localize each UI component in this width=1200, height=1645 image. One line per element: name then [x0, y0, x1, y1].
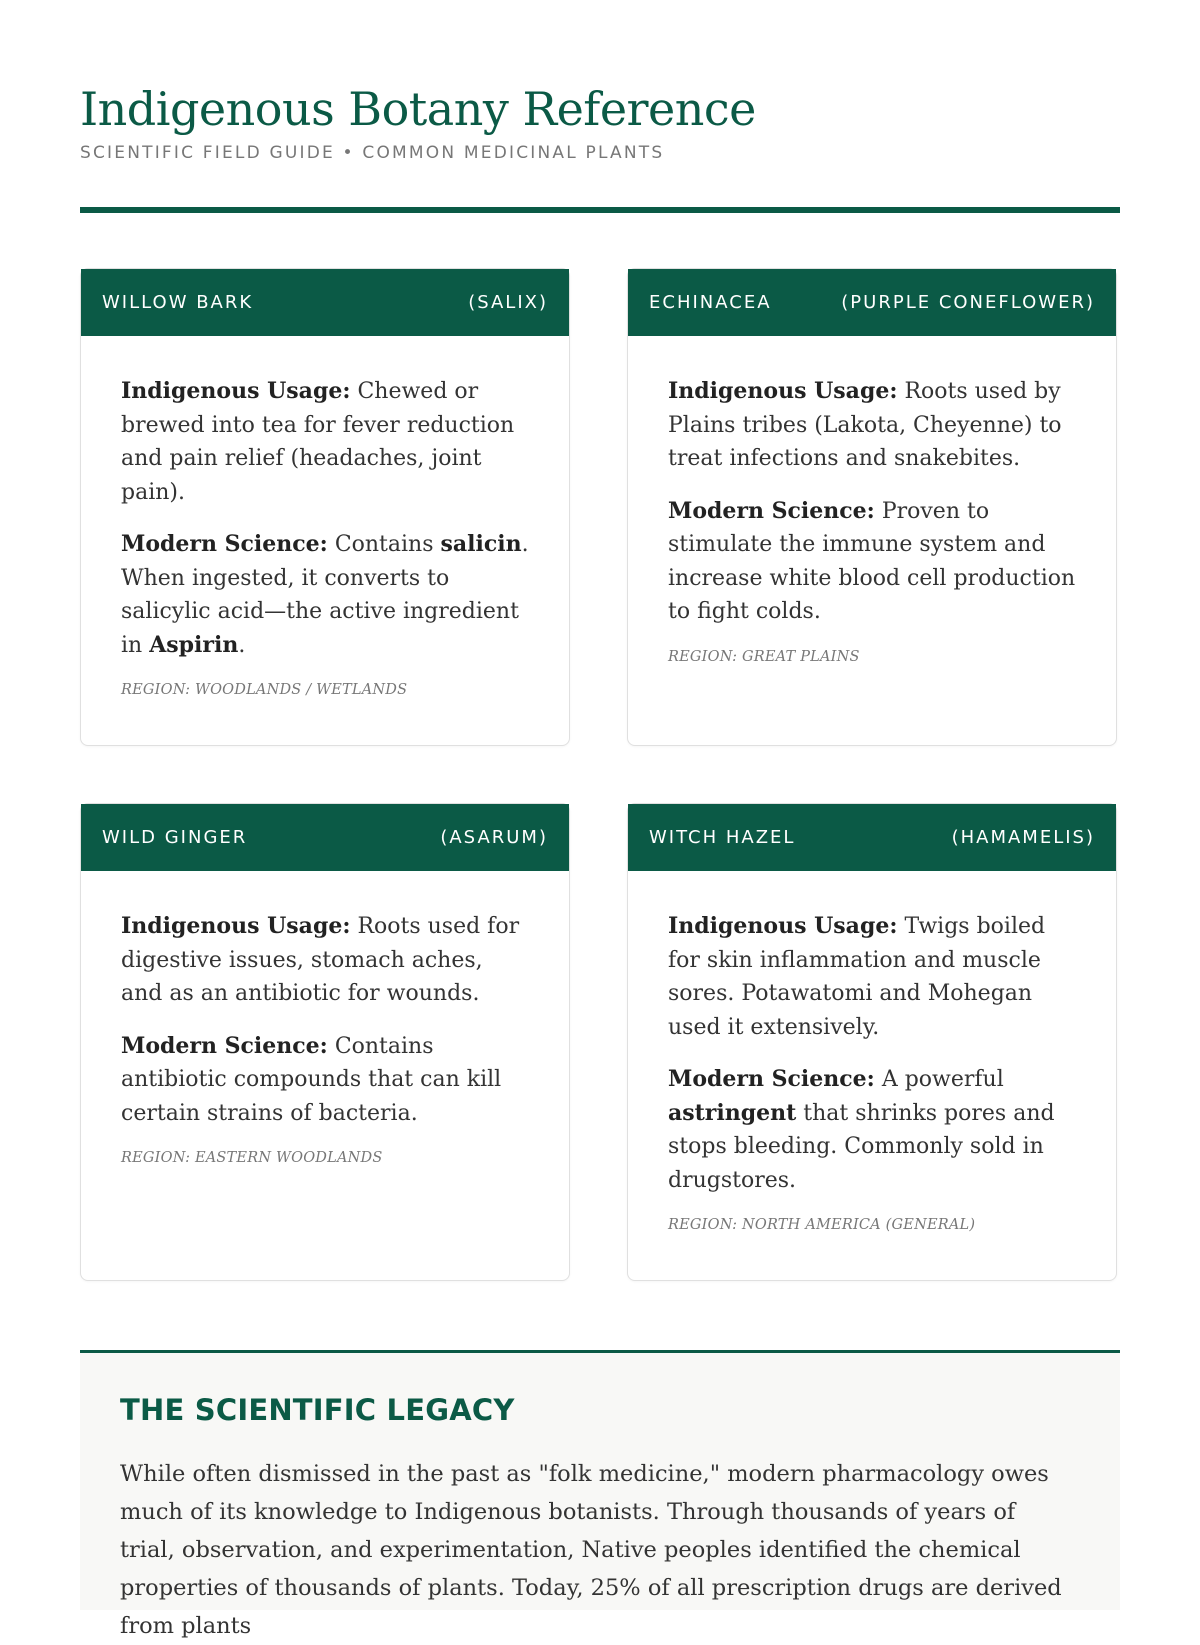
- modern-science: [668, 1063, 1076, 1197]
- card-body: [81, 336, 569, 698]
- plant-name: WITCH HAZEL: [649, 827, 796, 848]
- science-highlight: Aspirin: [149, 631, 239, 658]
- indigenous-usage: [668, 910, 1076, 1044]
- indigenous-usage: [121, 910, 529, 1011]
- card-header: [81, 804, 569, 871]
- plant-name: WILD GINGER: [102, 827, 248, 848]
- science-text: Contains antibiotic compounds that can kill certain strains of bacteria.: [121, 1033, 502, 1126]
- region-label: REGION: GREAT PLAINS: [668, 648, 860, 665]
- region-label: REGION: WOODLANDS / WETLANDS: [121, 682, 408, 698]
- card-header: [628, 804, 1116, 871]
- plant-latin-name: (SALIX): [468, 292, 548, 313]
- science-label: Modern Science:: [121, 531, 328, 557]
- plant-card-willow-bark: [80, 268, 570, 746]
- usage-label: Indigenous Usage:: [121, 913, 351, 939]
- plant-card-witch-hazel: [627, 803, 1117, 1281]
- modern-science: [668, 495, 1076, 629]
- science-label: Modern Science:: [668, 1066, 875, 1092]
- modern-science: [121, 528, 529, 662]
- region-label: REGION: EASTERN WOODLANDS: [121, 1150, 383, 1166]
- usage-label: Indigenous Usage:: [121, 378, 351, 404]
- plant-latin-name: (HAMAMELIS): [951, 827, 1095, 848]
- science-highlight: salicin: [440, 531, 522, 557]
- indigenous-usage: [121, 375, 529, 509]
- card-body: [81, 871, 569, 1166]
- science-highlight: astringent: [668, 1099, 797, 1126]
- science-label: Modern Science:: [121, 1032, 328, 1059]
- usage-text: Roots used by Plains tribes (Lakota, Cheyenne) to treat infections and snakebites.: [668, 379, 1062, 471]
- region-label: REGION: NORTH AMERICA (GENERAL): [668, 1217, 976, 1233]
- plant-latin-name: (ASARUM): [440, 827, 548, 848]
- plant-card-wild-ginger: [80, 803, 570, 1281]
- header-divider: [80, 207, 1120, 213]
- plant-latin-name: (PURPLE CONEFLOWER): [841, 292, 1095, 313]
- legacy-title: THE SCIENTIFIC LEGACY: [120, 1393, 515, 1427]
- usage-text: Twigs boiled for skin inflammation and muscle sores. Potawatomi and Mohegan used it extensively.: [668, 914, 1046, 1040]
- science-label: Modern Science:: [668, 497, 875, 524]
- indigenous-usage: [668, 375, 1076, 476]
- plant-card-echinacea: [627, 268, 1117, 746]
- card-body: [628, 336, 1116, 665]
- plant-name: WILLOW BARK: [102, 292, 254, 313]
- card-body: [628, 871, 1116, 1233]
- scientific-legacy-section: [80, 1350, 1120, 1639]
- science-text: that shrinks pores and stops bleeding. Commonly sold in drugstores.: [668, 1100, 1055, 1193]
- legacy-text: While often dismissed in the past as "folk medicine," modern pharmacology owes much of its knowledge to Indigenous botanists. Through thousands of years of trial, observation, and experimentation, Native peoples identified the chemical properties of thousands of plants. Today, 25% of all prescription drugs are derived from plants: [120, 1461, 1062, 1639]
- science-text: Contains: [334, 532, 434, 557]
- usage-text: Chewed or brewed into tea for fever reduction and pain relief (headaches, joint pain).: [121, 379, 515, 505]
- science-text: . When ingested, it converts to salicylic acid—the active ingredient in: [121, 532, 529, 658]
- usage-label: Indigenous Usage:: [668, 378, 898, 404]
- science-text: Proven to stimulate the immune system and increase white blood cell production to fight colds.: [668, 498, 1076, 624]
- science-text: A powerful: [881, 1067, 1004, 1092]
- page-subtitle: SCIENTIFIC FIELD GUIDE • COMMON MEDICINAL PLANTS: [80, 143, 665, 163]
- modern-science: [121, 1030, 529, 1131]
- usage-label: Indigenous Usage:: [668, 913, 898, 939]
- page-title: Indigenous Botany Reference: [80, 82, 756, 136]
- card-header: [81, 269, 569, 336]
- usage-text: Roots used for digestive issues, stomach aches, and as an antibiotic for wounds.: [121, 914, 520, 1006]
- science-text: .: [238, 632, 246, 658]
- card-header: [628, 269, 1116, 336]
- plant-name: ECHINACEA: [649, 292, 772, 313]
